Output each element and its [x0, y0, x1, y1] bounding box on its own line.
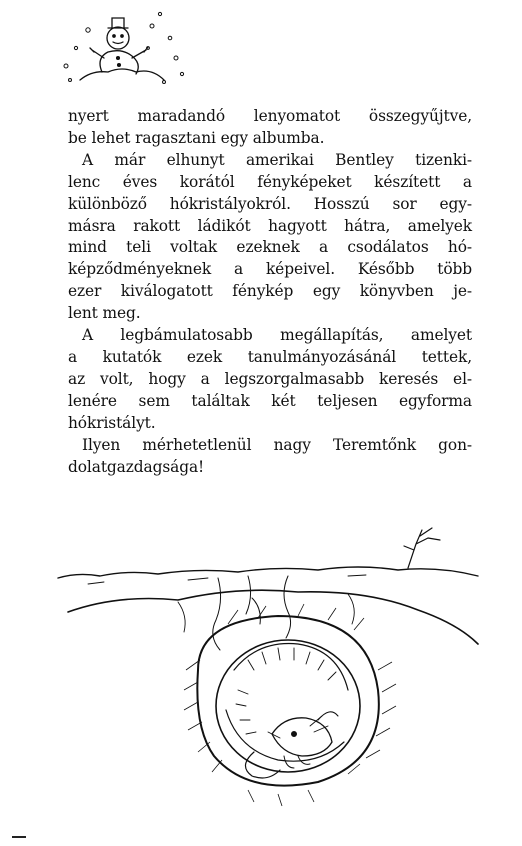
body-text	[68, 106, 472, 478]
text-line: lenére sem találtak két teljesen egyforma	[68, 391, 472, 410]
text-line: képződményeknek a képeivel. Később több	[68, 260, 472, 279]
text-line: mind teli voltak ezeknek a csodálatos hó-	[68, 238, 472, 257]
snowman-illustration	[52, 8, 192, 90]
text-line: be lehet ragasztani egy albumba.	[68, 128, 325, 147]
text-line: lent meg.	[68, 304, 141, 323]
text-line: az volt, hogy a legszorgalmasabb keresés el-	[68, 369, 472, 388]
text-line: Ilyen mérhetetlenül nagy Teremtőnk gon-	[82, 435, 472, 454]
text-line: másra rakott ládikót hagyott hátra, amelyek	[68, 216, 472, 235]
text-line: hókristályt.	[68, 413, 156, 432]
text-line: lenc éves korától fényképeket készített a	[68, 172, 472, 191]
text-line: A legbámulatosabb megállapítás, amelyet	[82, 326, 472, 345]
text-line: különböző hókristályokról. Hosszú sor egy-	[68, 194, 472, 213]
text-line: dolatgazdagsága!	[68, 457, 205, 476]
hibernating-animal-illustration	[48, 520, 488, 840]
page-edge-mark	[12, 836, 26, 838]
text-line: a kutatók ezek tanulmányozásánál tettek,	[68, 347, 472, 366]
text-line: nyert maradandó lenyomatot összegyűjtve,	[68, 107, 472, 125]
text-line: ezer kiválogatott fénykép egy könyvben je-	[68, 282, 472, 301]
text-line: A már elhunyt amerikai Bentley tizenki-	[82, 150, 472, 169]
